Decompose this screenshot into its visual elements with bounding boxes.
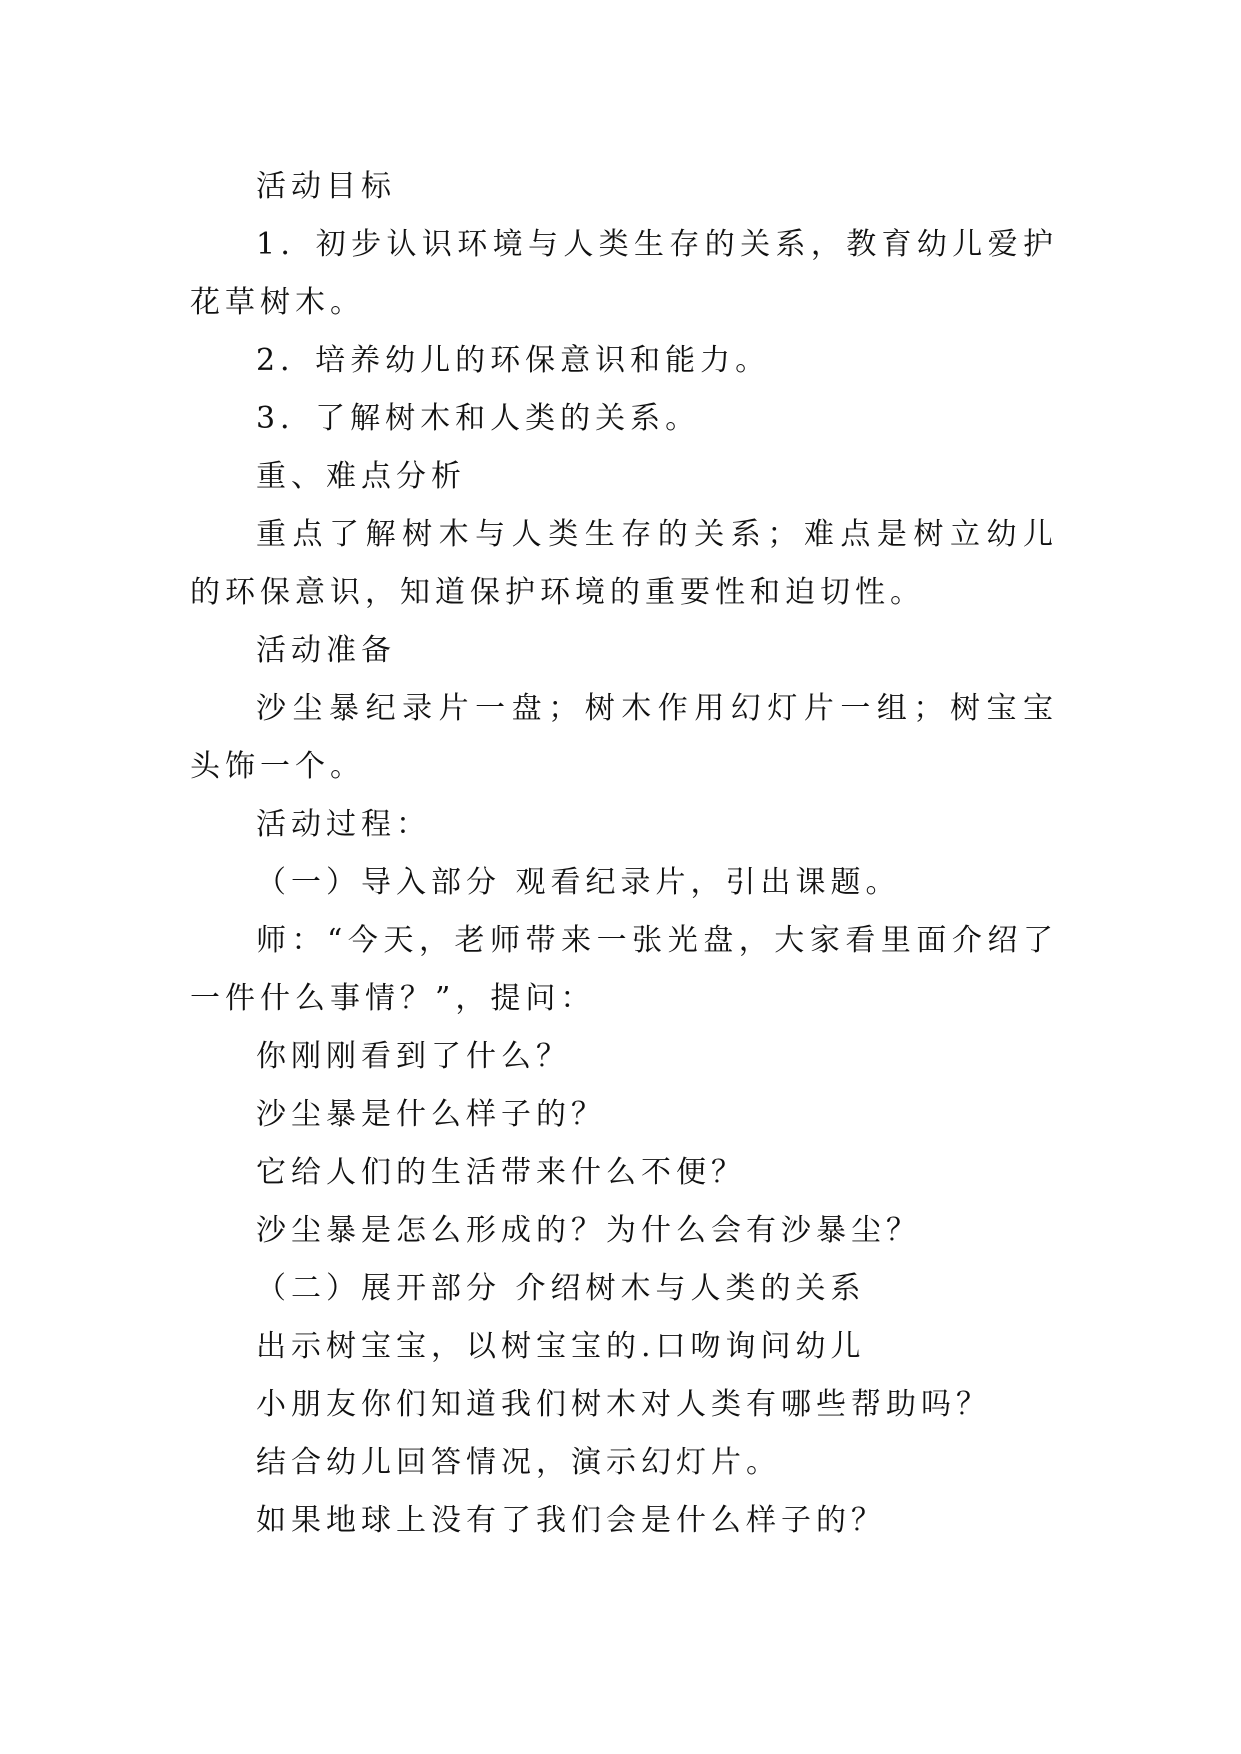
question-2: 沙尘暴是什么样子的？ [256,1097,606,1132]
process-step-1: 出示树宝宝，以树宝宝的.口吻询问幼儿 [256,1329,866,1364]
process-step-3: 结合幼儿回答情况，演示幻灯片。 [256,1445,781,1480]
question-4: 沙尘暴是怎么形成的？为什么会有沙暴尘？ [256,1213,921,1248]
section-heading-process: 活动过程： [256,807,431,842]
preparation-text: 沙尘暴纪录片一盘；树木作用幻灯片一组；树宝宝头饰一个。 [190,691,1058,784]
teacher-intro-text: 师：“今天，老师带来一张光盘，大家看里面介绍了一件什么事情？”，提问： [190,923,1058,1016]
process-step-2: 小朋友你们知道我们树木对人类有哪些帮助吗？ [256,1387,991,1422]
section-heading-goals: 活动目标 [256,169,396,204]
key-points-text: 重点了解树木与人类生存的关系；难点是树立幼儿的环保意识，知道保护环境的重要性和迫切性。 [190,517,1058,610]
section-heading-key-points: 重、难点分析 [256,459,466,494]
process-part-1-heading: （一）导入部分 观看纪录片，引出课题。 [256,865,901,900]
goal-item-1: 1．初步认识环境与人类生存的关系，教育幼儿爱护花草树木。 [190,227,1058,320]
question-3: 它给人们的生活带来什么不便？ [256,1155,746,1190]
process-step-4: 如果地球上没有了我们会是什么样子的？ [256,1503,886,1538]
document-body [190,158,1058,1550]
goal-item-2: 2．培养幼儿的环保意识和能力。 [256,343,771,378]
question-1: 你刚刚看到了什么？ [256,1039,571,1074]
goal-item-3: 3．了解树木和人类的关系。 [256,401,701,436]
section-heading-preparation: 活动准备 [256,633,396,668]
process-part-2-heading: （二）展开部分 介绍树木与人类的关系 [256,1271,866,1306]
